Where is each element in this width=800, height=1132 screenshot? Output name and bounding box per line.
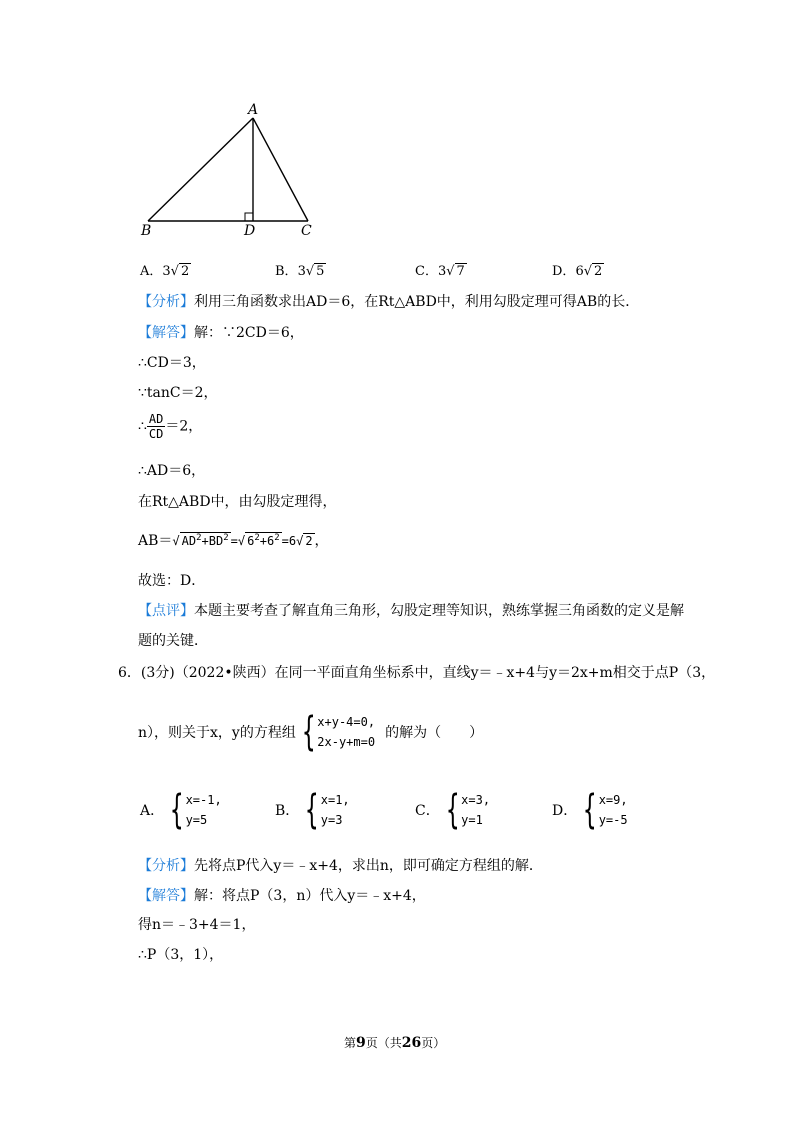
right-angle-mark [245,213,253,221]
q6-line2: 得n＝﹣3+4＝1， [138,917,256,933]
q5-line3: ∵tanC＝2， [138,385,218,401]
side-ba [148,118,253,221]
page-footer: 第9页（共26页） [344,1035,446,1051]
analysis-tag: 【分析】 [138,294,194,310]
side-ac [253,118,308,221]
q5-line2: ∴CD＝3， [138,355,206,371]
label-a: A [248,102,259,118]
q6-option-d: D． { x=9, y=-5 [552,787,628,833]
q6-stem-system: n），则关于x，y的方程组 { x+y-4=0, 2x-y+m=0 的解为（ ） [138,709,484,755]
q6-stem: 6．(3分)（2022•陕西）在同一平面直角坐标系中，直线y＝﹣x+4与y＝2x+m相交于点P（3， [118,665,716,681]
q6-option-c: C． { x=3, y=1 [415,787,491,833]
label-b: B [141,223,152,239]
option-b: B．3√ 5 [275,264,325,279]
q5-line6: 在Rt△ABD中，由勾股定理得， [138,494,337,510]
q5-comment-cont: 题的关键． [138,633,208,649]
equation-system: { x+y-4=0, 2x-y+m=0 [301,709,376,755]
q6-option-a: A． { x=-1, y=5 [140,787,222,833]
triangle-figure [130,98,330,243]
q6-answer-line1: 【解答】解：将点P（3，n）代入y＝﹣x+4， [138,888,426,904]
q5-answer-line1: 【解答】解：∵2CD＝6， [138,325,304,341]
q5-analysis: 【分析】利用三角函数求出AD＝6，在Rt△ABD中，利用勾股定理可得AB的长． [138,294,640,310]
q6-option-b: B． { x=1, y=3 [275,787,350,833]
analysis-tag: 【分析】 [138,858,194,874]
label-d: D [244,223,256,239]
q5-line5: ∴AD＝6， [138,463,206,479]
q6-line3: ∴P（3，1）， [138,947,224,963]
label-c: C [301,223,312,239]
q5-ab-equation: AB＝√ $AD^2+BD^2$ =√ $6^2+6^2 =6√$ 2 ， [138,533,329,549]
q5-choice: 故选：D． [138,573,206,589]
q6-analysis: 【分析】先将点P代入y＝﹣x+4，求出n，即可确定方程组的解． [138,858,543,874]
option-c: C．3√ 7 [415,264,465,279]
option-d: D．6√ 2 [552,264,603,279]
answer-tag: 【解答】 [138,888,194,904]
q5-line4: ∴ $\frac{AD}{CD}$ ＝2， [138,412,203,441]
fraction-ad-cd: $\frac{AD}{CD}$ [148,412,164,441]
answer-tag: 【解答】 [138,325,194,341]
option-a: A．3√ 2 [140,264,190,279]
q5-comment: 【点评】本题主要考查了解直角三角形，勾股定理等知识，熟练掌握三角函数的定义是解 [138,603,684,619]
comment-tag: 【点评】 [138,603,194,619]
